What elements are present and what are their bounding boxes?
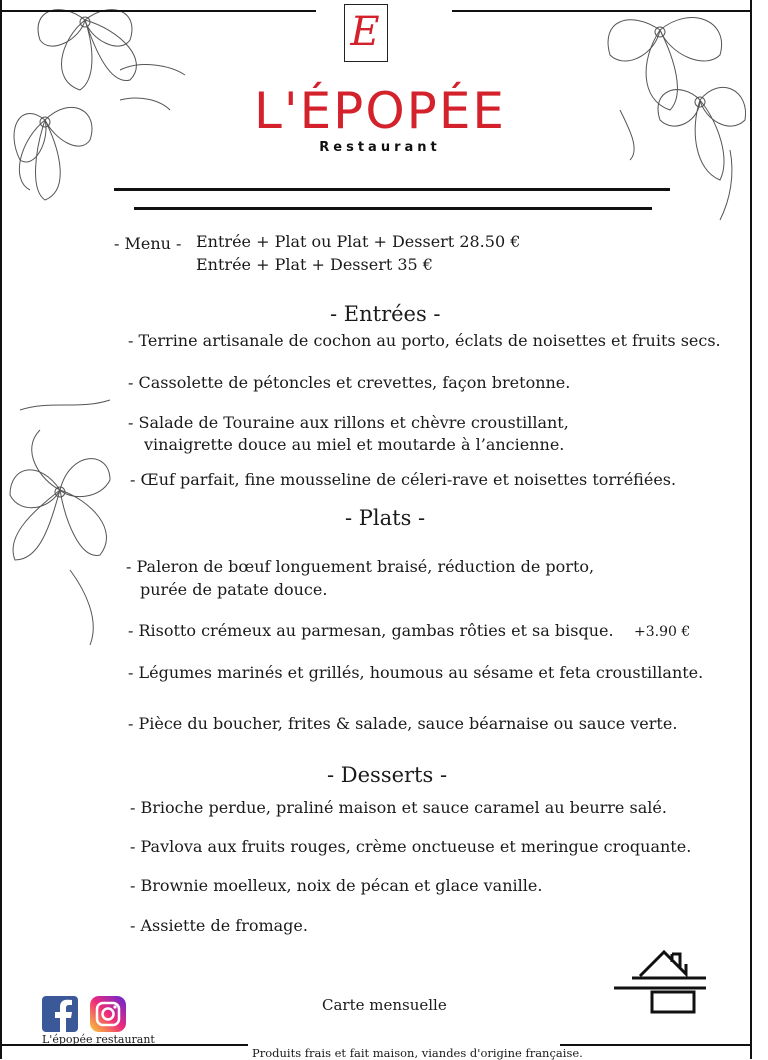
menu-formula: Entrée + Plat + Dessert 35 € [196, 255, 433, 274]
frame-right-line [750, 0, 752, 1059]
menu-item: - Salade de Touraine aux rillons et chèvre croustillant, [128, 413, 569, 432]
menu-item: - Légumes marinés et grillés, houmous au sésame et feta croustillante. [128, 663, 704, 682]
tagline: Produits frais et fait maison, viandes d'origine française. [252, 1046, 583, 1060]
frame-left-line [0, 0, 2, 1059]
flower-decoration-icon [0, 0, 200, 230]
menu-item: - Brioche perdue, praliné maison et sauce caramel au beurre salé. [130, 798, 667, 817]
carte-mensuelle: Carte mensuelle [322, 996, 447, 1014]
section-title-entrees: - Entrées - [330, 302, 441, 326]
frame-top-line [452, 10, 752, 12]
flower-decoration-icon [560, 0, 750, 240]
section-title-plats: - Plats - [345, 506, 426, 530]
social-caption: L'épopée restaurant [42, 1033, 155, 1046]
restaurant-name: L'ÉPOPÉE [253, 82, 507, 140]
menu-item: - Paleron de bœuf longuement braisé, réduction de porto, [126, 557, 595, 576]
supplement-price: +3.90 € [634, 624, 691, 640]
section-title-desserts: - Desserts - [327, 763, 448, 787]
menu-item: - Cassolette de pétoncles et crevettes, façon bretonne. [128, 373, 571, 392]
divider [134, 207, 652, 210]
house-logo-icon [614, 940, 710, 1016]
frame-bottom-line [560, 1044, 752, 1046]
menu-item: - Pièce du boucher, frites & salade, sauce béarnaise ou sauce verte. [128, 714, 678, 733]
menu-label: - Menu - [114, 234, 182, 253]
menu-item: - Pavlova aux fruits rouges, crème onctueuse et meringue croquante. [130, 837, 692, 856]
menu-item-continuation: purée de patate douce. [140, 580, 328, 599]
divider [114, 188, 670, 191]
menu-item: - Œuf parfait, fine mousseline de céleri-rave et noisettes torréfiées. [130, 470, 677, 489]
instagram-icon[interactable] [90, 996, 126, 1032]
menu-item-continuation: vinaigrette douce au miel et moutarde à l’ancienne. [144, 435, 565, 454]
menu-item: - Risotto crémeux au parmesan, gambas rôties et sa bisque. [128, 621, 614, 640]
frame-top-line [0, 10, 316, 12]
logo-letter: E [350, 9, 380, 55]
menu-item: - Terrine artisanale de cochon au porto, éclats de noisettes et fruits secs. [128, 331, 721, 350]
menu-item: - Brownie moelleux, noix de pécan et glace vanille. [130, 876, 543, 895]
restaurant-label: Restaurant [319, 140, 441, 155]
menu-formula: Entrée + Plat ou Plat + Dessert 28.50 € [196, 232, 521, 251]
facebook-icon[interactable] [42, 996, 78, 1032]
menu-item: - Assiette de fromage. [130, 916, 308, 935]
